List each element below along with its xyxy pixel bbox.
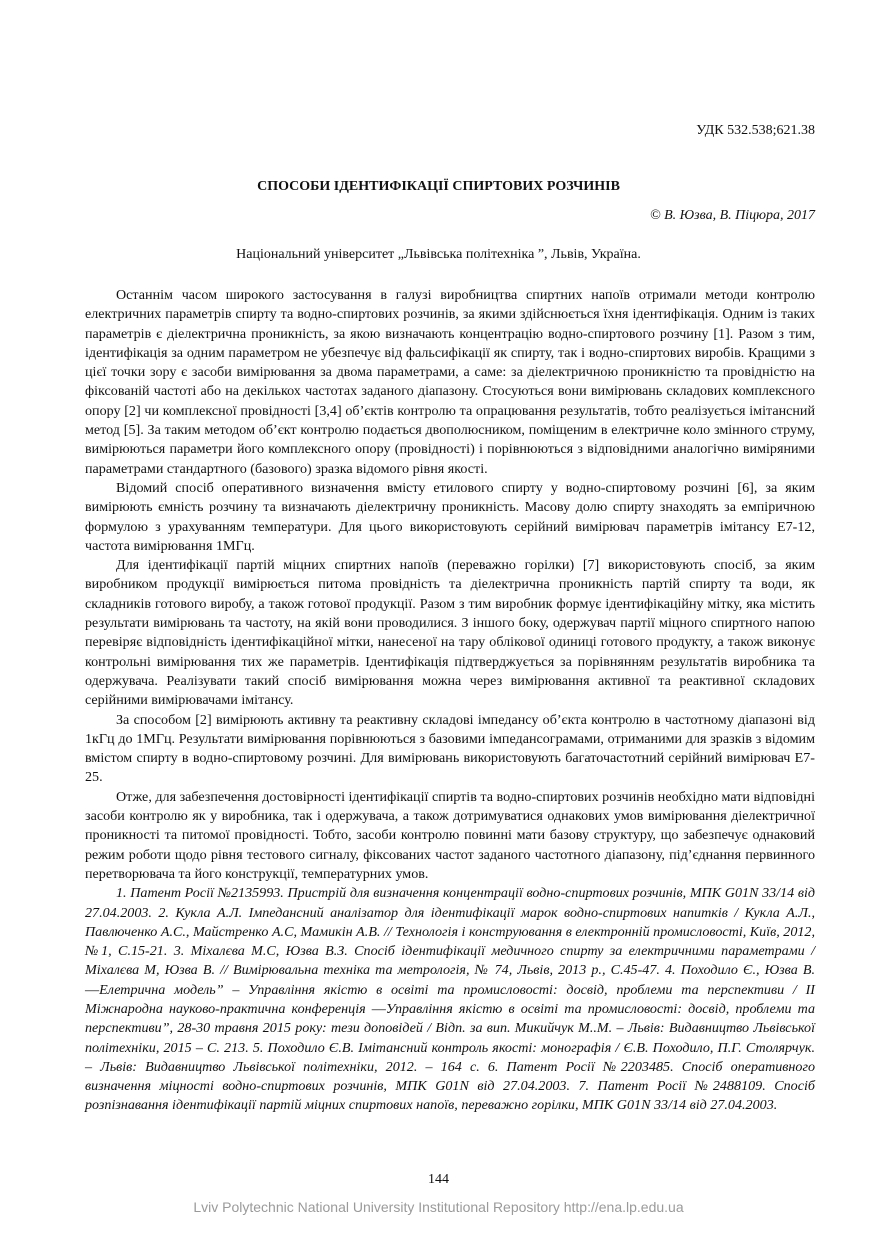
authors-copyright: © В. Юзва, В. Піцюра, 2017: [649, 208, 815, 223]
page-number: 144: [428, 1172, 449, 1187]
udc-code: УДК 532.538;621.38: [696, 123, 815, 138]
article-body: [85, 286, 815, 1116]
paragraph: Останнім часом широкого застосування в галузі виробництва спиртних напоїв отримали методи контролю електричних параметрів спирту та водно-спиртових розчинів, за якими здійснюється їхня ідентифікація. Одним із таких параметрів є діелектрична проникність, за якою визначають концентрацію водно-спиртового розчину [1]. Разом з тим, ідентифікація за одним параметром не убезпечує від фальсифікації як спирту, так і водно-спиртових виробів. Кращими з цієї точки зору є засоби вимірювання за двома параметрами, а саме: за діелектричною проникністю та провідністю на фіксованій частоті або на декількох частотах заданого діапазону. Стосуються вони вимірювань складових комплексного опору [2] чи комплексної провідності [3,4] об’єктів контролю та опрацювання результатів, тобто реалізується імітансний метод [5]. За таким методом об’єкт контролю подається двополюсником, поміщеним в електричне коло змінного струму, вимірюються параметри його комплексного опору (провідності) і порівнюються з відповідними аналогічно виміряними параметрами стандартного (базового) зразка відомого рівня якості.: [85, 287, 815, 477]
paragraph: Відомий спосіб оперативного визначення вмісту етилового спирту у водно-спиртовому розчині [6], за яким вимірюють ємність розчину та визначають діелектричну проникність. Масову долю спирту знаходять за емпіричною формулою з урахуванням температури. Для цього використовують серійний вимірювач параметрів імітансу Е7-12, частота вимірювання 1МГц.: [85, 479, 815, 554]
repository-footer: Lviv Polytechnic National University Institutional Repository http://ena.lp.edu.ua: [193, 1199, 684, 1215]
affiliation: Національний університет „Львівська політехніка ”, Львів, Україна.: [236, 247, 641, 262]
article-title: СПОСОБИ ІДЕНТИФІКАЦІЇ СПИРТОВИХ РОЗЧИНІВ: [257, 179, 620, 194]
references: 1. Патент Росії №2135993. Пристрій для визначення концентрації водно-спиртових розчинів, МПК G01N 33/14 від 27.04.2003. 2. Кукла А.Л. Імпедансний аналізатор для ідентифікації марок водно-спиртових напитків / Кукла А.Л., Павлюченко А.С., Майстренко А.С, Мамикін А.В. // Технологія і конструювання в електронній промисловості, Київ, 2012, №1, С.15-21. 3. Міхалєва М.С, Юзва В.З. Спосіб ідентифікації медичного спирту за електричними параметрами / Міхалєва М, Юзва В. // Вимірювальна техніка та метрологія, № 74, Львів, 2013 р., С.45-47. 4. Походило Є., Юзва В. ―Елетрична модель” – Управління якістю в освіті та промисловості: досвід, проблеми та перспективи / ІІ Міжнародна науково-практична конференція ―Управління якістю в освіті та промисловості: досвід, проблеми та перспективи”, 28-30 травня 2015 року: тези доповідей / Відп. за вип. Микийчук М..М. – Львів: Видавництво Львівської політехніки, 2015 – С. 213. 5. Походило Є.В. Імітансний контроль якості: монографія / Є.В. Походило, П.Г. Столярчук. – Львів: Видавництво Львівської політехніки, 2012. – 164 с. 6. Патент Росії №2203485. Спосіб оперативного визначення міцності водно-спиртових розчинів, МПК G01N від 27.04.2003. 7. Патент Росії №2488109. Спосіб розпізнавання ідентифікації партій міцних спиртових напоїв, переважно горілки, МПК G01N 33/14 від 27.04.2003.: [85, 885, 815, 1114]
paragraph: Отже, для забезпечення достовірності ідентифікації спиртів та водно-спиртових розчинів необхідно мати відповідні засоби контролю як у виробника, так і одержувача, а також дотримуватися однакових умов вимірювання діелектричної проникності та питомої провідності. Тобто, засоби контролю повинні мати базову структуру, що забезпечує однаковий режим роботи щодо рівня тестового сигналу, фіксованих частот заданого частотного діапазону, під’єднання первинного перетворювача та його конструкції, температурних умов.: [85, 788, 815, 882]
paragraph: Для ідентифікації партій міцних спиртних напоїв (переважно горілки) [7] використовують спосіб, за яким виробником продукції вимірюється питома провідність та діелектрична проникність партій спирту та води, як складників готового виробу, а також готової продукції. Разом з тим виробник формує ідентифікаційну мітку, яка містить результати вимірювань та частоту, на якій вони проводилися. З іншого боку, одержувач партії міцного спиртного напою перевіряє відповідність ідентифікаційної мітки, нанесеної на тару облікової одиниці готового продукту, а також виконує контрольні вимірювання тих же параметрів. Ідентифікація підтверджується за порівнянням результатів виробника та одержувача. Реалізувати такий спосіб вимірювання можна через вимірювання активної та реактивної складових серійними вимірювачами імітансу.: [85, 557, 815, 709]
paragraph: За способом [2] вимірюють активну та реактивну складові імпедансу об’єкта контролю в частотному діапазоні від 1кГц до 1МГц. Результати вимірювання порівнюються з базовими імпедансограмами, отриманими для зразків з відомим вмістом спирту в водно-спиртовому розчині. Для вимірювань використовують багаточастотний серійний вимірювач Е7-25.: [85, 711, 815, 786]
